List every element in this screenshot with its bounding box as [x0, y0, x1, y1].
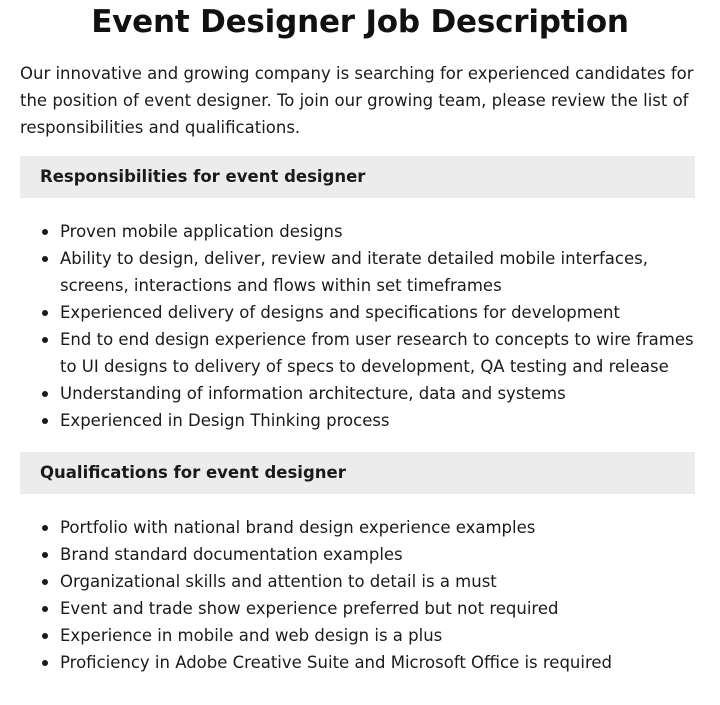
- bullet-icon: [42, 229, 48, 235]
- list-item: [20, 514, 700, 541]
- list-item-text: Proficiency in Adobe Creative Suite and Microsoft Office is required: [60, 653, 613, 672]
- list-item: [20, 299, 700, 326]
- bullet-icon: [42, 606, 48, 612]
- list-item-text: Experienced delivery of designs and specifications for development: [60, 303, 620, 322]
- qualifications-heading: Qualifications for event designer: [20, 452, 695, 494]
- bullet-icon: [42, 579, 48, 585]
- list-item-text: Understanding of information architecture, data and systems: [60, 384, 566, 403]
- bullet-icon: [42, 391, 48, 397]
- list-item-text: Event and trade show experience preferred but not required: [60, 599, 559, 618]
- page-title: Event Designer Job Description: [91, 4, 629, 40]
- list-item-text: Portfolio with national brand design experience examples: [60, 518, 536, 537]
- bullet-icon: [42, 310, 48, 316]
- bullet-icon: [42, 633, 48, 639]
- intro-paragraph: Our innovative and growing company is searching for experienced candidates for the position of event designer. To join our growing team, please review the list of responsibilities and qualifications.: [20, 64, 694, 137]
- list-item-text: Experience in mobile and web design is a plus: [60, 626, 443, 645]
- list-item: [20, 380, 700, 407]
- responsibilities-list: [20, 218, 700, 434]
- qualifications-list: [20, 514, 700, 676]
- list-item: [20, 218, 700, 245]
- bullet-icon: [42, 418, 48, 424]
- list-item: [20, 326, 700, 380]
- list-item-text: Brand standard documentation examples: [60, 545, 403, 564]
- list-item-text: Proven mobile application designs: [60, 222, 343, 241]
- bullet-icon: [42, 660, 48, 666]
- bullet-icon: [42, 256, 48, 262]
- list-item-text: Organizational skills and attention to detail is a must: [60, 572, 497, 591]
- list-item: [20, 595, 700, 622]
- bullet-icon: [42, 337, 48, 343]
- list-item: [20, 541, 700, 568]
- list-item-text: End to end design experience from user research to concepts to wire frames to UI designs to delivery of specs to development, QA testing and release: [60, 330, 694, 376]
- list-item: [20, 649, 700, 676]
- responsibilities-heading: Responsibilities for event designer: [20, 156, 695, 198]
- list-item-text: Experienced in Design Thinking process: [60, 411, 390, 430]
- list-item: [20, 245, 700, 299]
- list-item: [20, 407, 700, 434]
- list-item: [20, 622, 700, 649]
- list-item-text: Ability to design, deliver, review and iterate detailed mobile interfaces, screens, interactions and flows within set timeframes: [60, 249, 648, 295]
- bullet-icon: [42, 552, 48, 558]
- list-item: [20, 568, 700, 595]
- bullet-icon: [42, 525, 48, 531]
